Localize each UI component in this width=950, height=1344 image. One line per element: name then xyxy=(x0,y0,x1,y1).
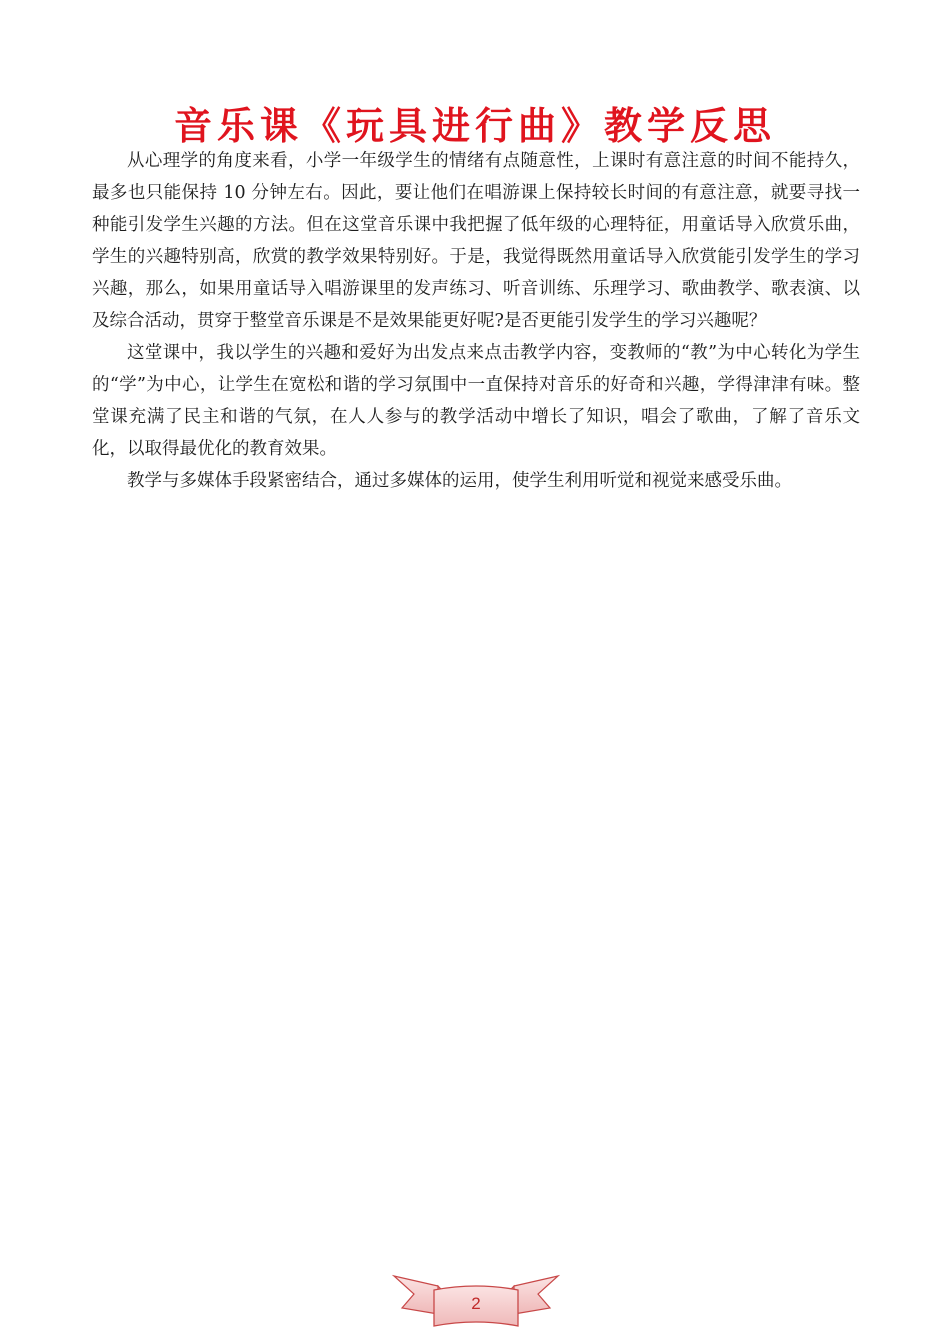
paragraph-1: 从心理学的角度来看，小学一年级学生的情绪有点随意性，上课时有意注意的时间不能持久，最多也只能保持 10 分钟左右。因此，要让他们在唱游课上保持较长时间的有意注意，就要寻找一种能引发学生兴趣的方法。但在这堂音乐课中我把握了低年级的心理特征，用童话导入欣赏乐曲，学生的兴趣特别高，欣赏的教学效果特别好。于是，我觉得既然用童话导入欣赏能引发学生的学习兴趣，那么，如果用童话导入唱游课里的发声练习、听音训练、乐理学习、歌曲教学、歌表演、以及综合活动，贯穿于整堂音乐课是不是效果能更好呢?是否更能引发学生的学习兴趣呢？ xyxy=(92,151,860,331)
page-number: 2 xyxy=(471,1294,481,1313)
paragraph-3: 教学与多媒体手段紧密结合，通过多媒体的运用，使学生利用听觉和视觉来感受乐曲。 xyxy=(127,471,792,491)
document-body xyxy=(92,145,860,497)
document-title: 音乐课《玩具进行曲》教学反思 xyxy=(173,103,776,148)
paragraph-2: 这堂课中，我以学生的兴趣和爱好为出发点来点击教学内容，变教师的“教”为中心转化为学生的“学”为中心，让学生在宽松和谐的学习氛围中一直保持对音乐的好奇和兴趣，学得津津有味。整堂课充满了民主和谐的气氛，在人人参与的教学活动中增长了知识，唱会了歌曲，了解了音乐文化，以取得最优化的教育效果。 xyxy=(92,343,860,459)
page-number-ribbon xyxy=(392,1268,560,1332)
